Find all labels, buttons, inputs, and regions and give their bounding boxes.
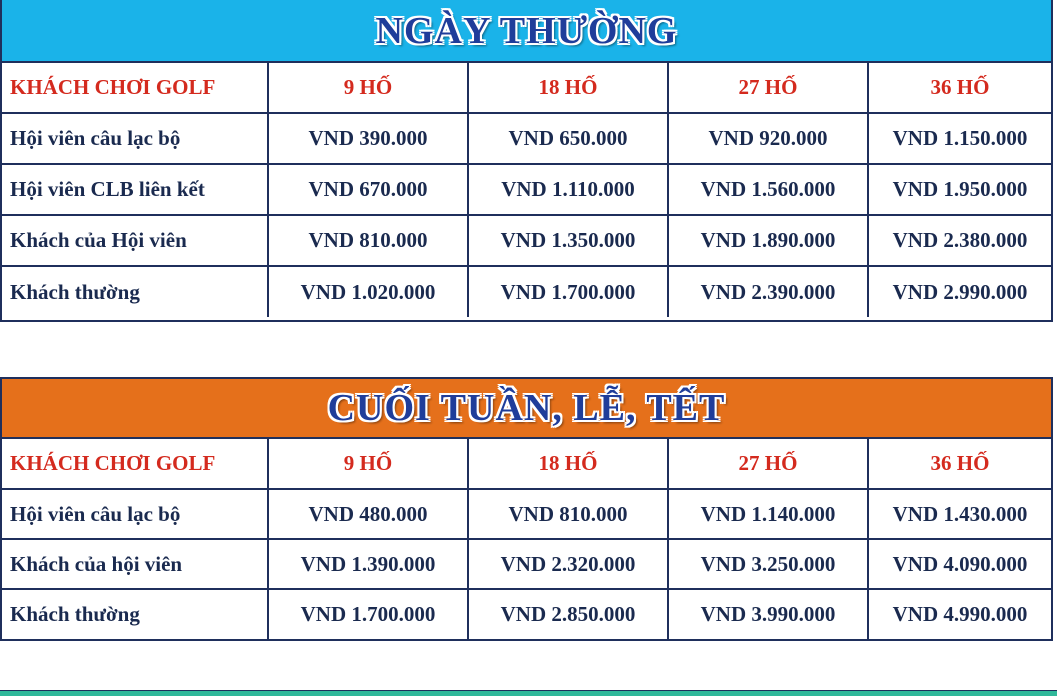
weekday-header-row: [2, 63, 1051, 113]
table-row: [2, 215, 1051, 266]
header-9-holes: 9 HỐ: [268, 63, 468, 113]
price-9-holes: VND 1.390.000: [268, 539, 468, 589]
weekday-table: [2, 63, 1051, 317]
header-guest-type: KHÁCH CHƠI GOLF: [2, 63, 268, 113]
guest-type: Khách thường: [2, 589, 268, 639]
weekday-banner: [2, 0, 1051, 63]
guest-type: Khách thường: [2, 266, 268, 317]
price-36-holes: VND 4.990.000: [892, 602, 1028, 626]
price-27-holes: VND 3.250.000: [668, 539, 868, 589]
next-section-strip: [0, 690, 1057, 696]
price-36-holes: VND 2.990.000: [892, 279, 1028, 304]
price-9-holes: VND 1.700.000: [268, 589, 468, 639]
weekend-price-table: [0, 377, 1053, 641]
price-18-holes: VND 1.700.000: [468, 266, 668, 317]
price-27-holes: VND 920.000: [668, 113, 868, 164]
table-row: [2, 266, 1051, 317]
weekend-banner: [2, 379, 1051, 439]
guest-type: Hội viên câu lạc bộ: [2, 113, 268, 164]
price-36-holes: VND 1.150.000: [868, 113, 1051, 164]
weekday-title: NGÀY THƯỜNG: [375, 9, 678, 52]
header-36-holes: 36 HỐ: [868, 439, 1051, 489]
guest-type: Hội viên câu lạc bộ: [2, 489, 268, 539]
price-18-holes: VND 650.000: [468, 113, 668, 164]
weekday-price-table: [0, 0, 1053, 322]
price-36-holes: VND 1.950.000: [868, 164, 1051, 215]
price-36-holes: VND 1.430.000: [868, 489, 1051, 539]
price-27-holes: VND 1.140.000: [668, 489, 868, 539]
header-18-holes: 18 HỐ: [468, 439, 668, 489]
table-row: [2, 113, 1051, 164]
price-36-holes: VND 4.090.000: [868, 539, 1051, 589]
price-9-holes: VND 480.000: [268, 489, 468, 539]
price-9-holes: VND 670.000: [268, 164, 468, 215]
weekend-table: [2, 439, 1051, 639]
header-guest-type: KHÁCH CHƠI GOLF: [2, 439, 268, 489]
price-18-holes: VND 1.350.000: [468, 215, 668, 266]
weekend-title: CUỐI TUẦN, LỄ, TẾT: [327, 387, 726, 429]
table-row: [2, 539, 1051, 589]
price-18-holes: VND 810.000: [468, 489, 668, 539]
table-row: [2, 489, 1051, 539]
price-18-holes: VND 1.110.000: [468, 164, 668, 215]
header-27-holes: 27 HỐ: [668, 63, 868, 113]
price-18-holes: VND 2.850.000: [468, 589, 668, 639]
header-27-holes: 27 HỐ: [668, 439, 868, 489]
price-27-holes: VND 3.990.000: [668, 589, 868, 639]
price-18-holes: VND 2.320.000: [468, 539, 668, 589]
price-27-holes: VND 1.560.000: [668, 164, 868, 215]
price-27-holes: VND 1.890.000: [668, 215, 868, 266]
price-9-holes: VND 390.000: [268, 113, 468, 164]
header-18-holes: 18 HỐ: [468, 63, 668, 113]
price-9-holes: VND 810.000: [268, 215, 468, 266]
guest-type: Khách của hội viên: [2, 539, 268, 589]
price-27-holes: VND 2.390.000: [668, 266, 868, 317]
table-row: [2, 589, 1051, 639]
header-36-holes: 36 HỐ: [868, 63, 1051, 113]
guest-type: Hội viên CLB liên kết: [2, 164, 268, 215]
price-9-holes: VND 1.020.000: [268, 266, 468, 317]
table-row: [2, 164, 1051, 215]
header-9-holes: 9 HỐ: [268, 439, 468, 489]
price-36-holes: VND 2.380.000: [868, 215, 1051, 266]
guest-type: Khách của Hội viên: [2, 215, 268, 266]
weekend-header-row: [2, 439, 1051, 489]
